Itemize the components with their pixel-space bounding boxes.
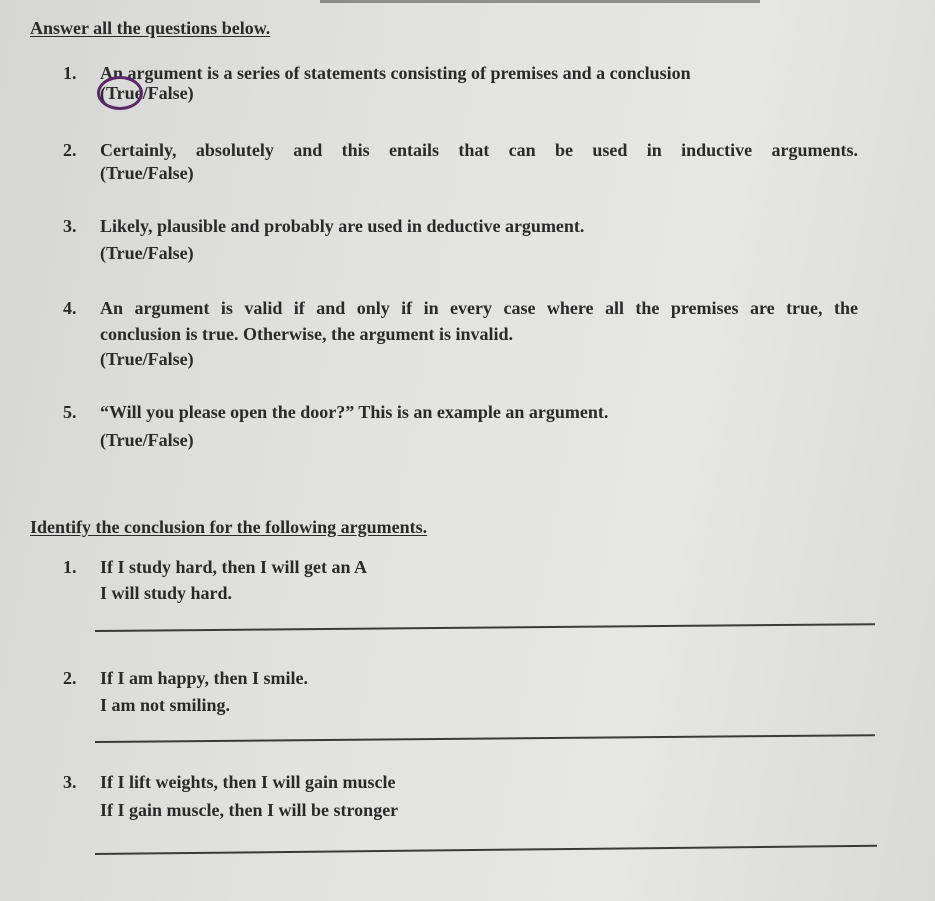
question-4-options[interactable]: (True/False) [100,349,194,369]
argument-2-answer-line[interactable] [95,734,875,743]
argument-2-premise-2: I am not smiling. [100,695,231,715]
question-5-options[interactable]: (True/False) [100,430,194,450]
question-1-number: 1. [63,63,77,83]
section2-heading: Identify the conclusion for the following arguments. [30,517,428,537]
answer-circle-true [97,76,143,110]
question-1-options[interactable]: (True/False) [100,83,194,103]
question-2-options[interactable]: (True/False) [100,163,194,183]
question-4-text-line-2: conclusion is true. Otherwise, the argument is invalid. [100,324,513,344]
question-3-text: Likely, plausible and probably are used in deductive argument. [100,216,585,236]
question-3-number: 3. [63,216,77,236]
argument-1-number: 1. [63,557,77,577]
argument-2-number: 2. [63,668,77,688]
cut-off-text-edge [320,0,760,3]
argument-2-premise-1: If I am happy, then I smile. [100,668,309,688]
question-5-number: 5. [63,402,77,422]
argument-3-premise-1: If I lift weights, then I will gain muscle [100,772,396,792]
question-2-text: Certainly, absolutely and this entails that can be used in inductive arguments. [100,140,858,160]
argument-1-answer-line[interactable] [95,623,875,632]
question-2-number: 2. [63,140,77,160]
question-4-number: 4. [63,298,77,318]
argument-1-premise-2: I will study hard. [100,583,233,603]
section1-heading: Answer all the questions below. [30,18,271,38]
question-3-options[interactable]: (True/False) [100,243,194,263]
argument-3-premise-2: If I gain muscle, then I will be stronger [100,800,399,820]
question-5-text: “Will you please open the door?” This is an example an argument. [100,402,609,422]
question-4-text-line-1: An argument is valid if and only if in every case where all the premises are true, the [100,298,858,318]
question-1-text: An argument is a series of statements consisting of premises and a conclusion [100,63,691,83]
argument-3-answer-line[interactable] [95,845,877,855]
argument-1-premise-1: If I study hard, then I will get an A [100,557,368,577]
argument-3-number: 3. [63,772,77,792]
